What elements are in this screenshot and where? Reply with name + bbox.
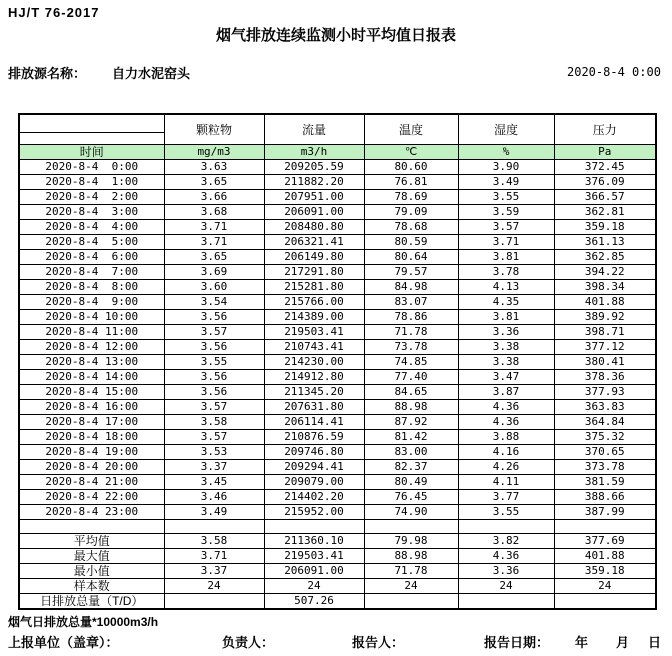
summary-label-cell: 最小值 [19,564,164,579]
value-cell: 3.65 [164,175,264,190]
value-cell: 376.09 [554,175,656,190]
emission-source-name: 自力水泥窑头 [112,66,191,81]
time-cell: 2020-8-4 13:00 [19,355,164,370]
value-cell: 79.57 [364,265,458,280]
table-row [19,475,656,490]
value-cell: 217291.80 [264,265,364,280]
value-cell: 207631.80 [264,400,364,415]
column-header-particulate: 颗粒物 [164,114,264,145]
table-row [19,250,656,265]
responsible-label: 负责人： [222,635,275,650]
summary-value-cell: 3.58 [164,534,264,549]
table-row [19,385,656,400]
unit-cell-flow: m3/h [264,145,364,160]
value-cell: 3.49 [458,175,554,190]
value-cell: 381.59 [554,475,656,490]
table-row [19,265,656,280]
time-cell: 2020-8-4 15:00 [19,385,164,400]
value-cell: 3.87 [458,385,554,400]
value-cell: 4.16 [458,445,554,460]
unit-cell-particulate: mg/m3 [164,145,264,160]
value-cell: 206149.80 [264,250,364,265]
value-cell: 3.88 [458,430,554,445]
value-cell: 378.36 [554,370,656,385]
summary-value-cell [458,594,554,610]
value-cell: 3.65 [164,250,264,265]
table-row [19,445,656,460]
value-cell: 88.98 [364,400,458,415]
summary-value-cell: 3.71 [164,549,264,564]
time-cell: 2020-8-4 20:00 [19,460,164,475]
report-unit-label: 上报单位（盖章）： [8,635,119,650]
value-cell: 4.35 [458,295,554,310]
time-cell: 2020-8-4 2:00 [19,190,164,205]
value-cell: 80.60 [364,160,458,175]
value-cell: 87.92 [364,415,458,430]
value-cell: 366.57 [554,190,656,205]
summary-label-cell: 最大值 [19,549,164,564]
table-row [19,400,656,415]
value-cell: 3.78 [458,265,554,280]
column-header-pressure: 压力 [554,114,656,145]
value-cell: 3.55 [164,355,264,370]
table-row [19,160,656,175]
month-label: 月 [616,635,630,650]
time-cell: 2020-8-4 1:00 [19,175,164,190]
value-cell: 362.81 [554,205,656,220]
value-cell: 3.38 [458,340,554,355]
table-row [19,325,656,340]
value-cell: 3.71 [458,235,554,250]
value-cell: 215766.00 [264,295,364,310]
value-cell: 3.57 [164,325,264,340]
value-cell: 3.71 [164,235,264,250]
table-row [19,220,656,235]
value-cell: 362.85 [554,250,656,265]
summary-row [19,534,656,549]
time-cell: 2020-8-4 11:00 [19,325,164,340]
summary-value-cell: 24 [554,579,656,594]
unit-cell-pressure: Pa [554,145,656,160]
summary-row [19,594,656,610]
value-cell: 361.13 [554,235,656,250]
value-cell: 3.36 [458,325,554,340]
value-cell: 3.45 [164,475,264,490]
summary-row [19,564,656,579]
time-cell: 2020-8-4 22:00 [19,490,164,505]
table-row [19,295,656,310]
value-cell: 380.41 [554,355,656,370]
value-cell: 74.85 [364,355,458,370]
summary-value-cell: 79.98 [364,534,458,549]
value-cell: 377.12 [554,340,656,355]
empty-cell [164,520,264,534]
summary-value-cell: 211360.10 [264,534,364,549]
reporter-label: 报告人： [352,635,405,650]
value-cell: 389.92 [554,310,656,325]
time-cell: 2020-8-4 14:00 [19,370,164,385]
value-cell: 375.32 [554,430,656,445]
table-row [19,505,656,520]
value-cell: 83.00 [364,445,458,460]
table-row [19,340,656,355]
summary-value-cell: 3.36 [458,564,554,579]
value-cell: 206114.41 [264,415,364,430]
value-cell: 84.65 [364,385,458,400]
table-row [19,310,656,325]
value-cell: 211345.20 [264,385,364,400]
page-title: 烟气排放连续监测小时平均值日报表 [215,27,456,44]
report-date-label: 报告日期： [484,635,550,650]
value-cell: 4.26 [458,460,554,475]
table-row [19,175,656,190]
value-cell: 3.90 [458,160,554,175]
value-cell: 214389.00 [264,310,364,325]
value-cell: 363.83 [554,400,656,415]
value-cell: 81.42 [364,430,458,445]
table-row [19,370,656,385]
summary-value-cell: 359.18 [554,564,656,579]
value-cell: 3.55 [458,505,554,520]
value-cell: 214402.20 [264,490,364,505]
summary-value-cell: 3.37 [164,564,264,579]
year-label: 年 [575,635,589,650]
value-cell: 210876.59 [264,430,364,445]
value-cell: 3.56 [164,310,264,325]
value-cell: 80.49 [364,475,458,490]
value-cell: 3.68 [164,205,264,220]
value-cell: 80.59 [364,235,458,250]
time-cell: 2020-8-4 3:00 [19,205,164,220]
table-row [19,190,656,205]
value-cell: 4.11 [458,475,554,490]
summary-label-cell: 平均值 [19,534,164,549]
value-cell: 401.88 [554,295,656,310]
value-cell: 214912.80 [264,370,364,385]
value-cell: 208480.80 [264,220,364,235]
value-cell: 3.56 [164,385,264,400]
value-cell: 76.45 [364,490,458,505]
value-cell: 398.71 [554,325,656,340]
value-cell: 3.55 [458,190,554,205]
corner-cell-top [19,114,164,133]
day-label: 日 [648,635,662,650]
value-cell: 3.81 [458,250,554,265]
footnote: 烟气日排放总量*10000m3/h [8,615,159,629]
value-cell: 3.57 [458,220,554,235]
value-cell: 388.66 [554,490,656,505]
value-cell: 398.34 [554,280,656,295]
value-cell: 3.60 [164,280,264,295]
summary-value-cell: 4.36 [458,549,554,564]
summary-value-cell: 24 [458,579,554,594]
summary-label-cell: 样本数 [19,579,164,594]
value-cell: 372.45 [554,160,656,175]
time-cell: 2020-8-4 21:00 [19,475,164,490]
table-row [19,235,656,250]
empty-cell [264,520,364,534]
value-cell: 77.40 [364,370,458,385]
value-cell: 3.37 [164,460,264,475]
summary-value-cell: 88.98 [364,549,458,564]
value-cell: 71.78 [364,325,458,340]
time-cell: 2020-8-4 23:00 [19,505,164,520]
time-cell: 2020-8-4 12:00 [19,340,164,355]
time-cell: 2020-8-4 5:00 [19,235,164,250]
value-cell: 209294.41 [264,460,364,475]
value-cell: 214230.00 [264,355,364,370]
table-row [19,415,656,430]
summary-label-cell: 日排放总量（T/D） [19,594,164,610]
empty-cell [364,520,458,534]
value-cell: 79.09 [364,205,458,220]
value-cell: 74.90 [364,505,458,520]
value-cell: 210743.41 [264,340,364,355]
column-header-humidity: 湿度 [458,114,554,145]
summary-value-cell: 219503.41 [264,549,364,564]
time-cell: 2020-8-4 8:00 [19,280,164,295]
empty-cell [554,520,656,534]
value-cell: 3.81 [458,310,554,325]
value-cell: 3.47 [458,370,554,385]
value-cell: 3.46 [164,490,264,505]
value-cell: 78.69 [364,190,458,205]
value-cell: 215952.00 [264,505,364,520]
time-cell: 2020-8-4 17:00 [19,415,164,430]
time-cell: 2020-8-4 0:00 [19,160,164,175]
emission-source-label: 排放源名称： [8,66,87,81]
value-cell: 215281.80 [264,280,364,295]
value-cell: 82.37 [364,460,458,475]
empty-cell [19,520,164,534]
time-cell: 2020-8-4 6:00 [19,250,164,265]
emission-source-line [8,63,190,82]
summary-value-cell: 206091.00 [264,564,364,579]
value-cell: 370.65 [554,445,656,460]
report-table-head [19,114,656,160]
value-cell: 83.07 [364,295,458,310]
summary-value-cell: 507.26 [264,594,364,610]
table-row [19,490,656,505]
column-header-flow: 流量 [264,114,364,145]
value-cell: 3.54 [164,295,264,310]
value-cell: 4.13 [458,280,554,295]
value-cell: 364.84 [554,415,656,430]
summary-value-cell: 24 [364,579,458,594]
value-cell: 4.36 [458,415,554,430]
summary-rows-body [19,534,656,610]
time-cell: 2020-8-4 16:00 [19,400,164,415]
value-cell: 3.58 [164,415,264,430]
value-cell: 73.78 [364,340,458,355]
unit-row [19,145,656,160]
summary-row [19,549,656,564]
value-cell: 394.22 [554,265,656,280]
unit-cell-humidity: % [458,145,554,160]
value-cell: 207951.00 [264,190,364,205]
value-cell: 4.36 [458,400,554,415]
summary-value-cell: 24 [264,579,364,594]
value-cell: 209746.80 [264,445,364,460]
time-cell: 2020-8-4 19:00 [19,445,164,460]
value-cell: 211882.20 [264,175,364,190]
value-cell: 359.18 [554,220,656,235]
table-row [19,355,656,370]
summary-value-cell: 24 [164,579,264,594]
hourly-rows-body [19,160,656,534]
value-cell: 84.98 [364,280,458,295]
summary-value-cell: 3.82 [458,534,554,549]
value-cell: 3.49 [164,505,264,520]
value-cell: 219503.41 [264,325,364,340]
summary-value-cell [364,594,458,610]
table-row [19,205,656,220]
value-cell: 3.59 [458,205,554,220]
summary-value-cell: 377.69 [554,534,656,549]
value-cell: 78.86 [364,310,458,325]
table-row [19,430,656,445]
time-cell: 2020-8-4 9:00 [19,295,164,310]
value-cell: 3.57 [164,430,264,445]
unit-cell-temperature: ℃ [364,145,458,160]
value-cell: 3.63 [164,160,264,175]
table-row [19,280,656,295]
value-cell: 3.69 [164,265,264,280]
value-cell: 387.99 [554,505,656,520]
summary-value-cell [554,594,656,610]
param-header-row [19,114,656,133]
value-cell: 3.66 [164,190,264,205]
value-cell: 373.78 [554,460,656,475]
value-cell: 3.71 [164,220,264,235]
value-cell: 78.68 [364,220,458,235]
value-cell: 76.81 [364,175,458,190]
column-header-temperature: 温度 [364,114,458,145]
time-cell: 2020-8-4 18:00 [19,430,164,445]
time-cell: 2020-8-4 10:00 [19,310,164,325]
time-header-cell: 时间 [19,145,164,160]
summary-value-cell: 401.88 [554,549,656,564]
summary-value-cell [164,594,264,610]
time-cell: 2020-8-4 4:00 [19,220,164,235]
value-cell: 206091.00 [264,205,364,220]
report-table [18,113,657,610]
summary-row [19,579,656,594]
value-cell: 377.93 [554,385,656,400]
value-cell: 3.38 [458,355,554,370]
corner-cell-bottom [19,133,164,145]
value-cell: 3.53 [164,445,264,460]
value-cell: 3.56 [164,340,264,355]
empty-cell [458,520,554,534]
summary-value-cell: 71.78 [364,564,458,579]
report-datetime: 2020-8-4 0:00 [567,65,661,79]
time-cell: 2020-8-4 7:00 [19,265,164,280]
value-cell: 3.56 [164,370,264,385]
separator-row [19,520,656,534]
value-cell: 209205.59 [264,160,364,175]
value-cell: 3.77 [458,490,554,505]
table-row [19,460,656,475]
value-cell: 209079.00 [264,475,364,490]
value-cell: 206321.41 [264,235,364,250]
standard-code: HJ/T 76-2017 [8,5,100,20]
value-cell: 80.64 [364,250,458,265]
value-cell: 3.57 [164,400,264,415]
